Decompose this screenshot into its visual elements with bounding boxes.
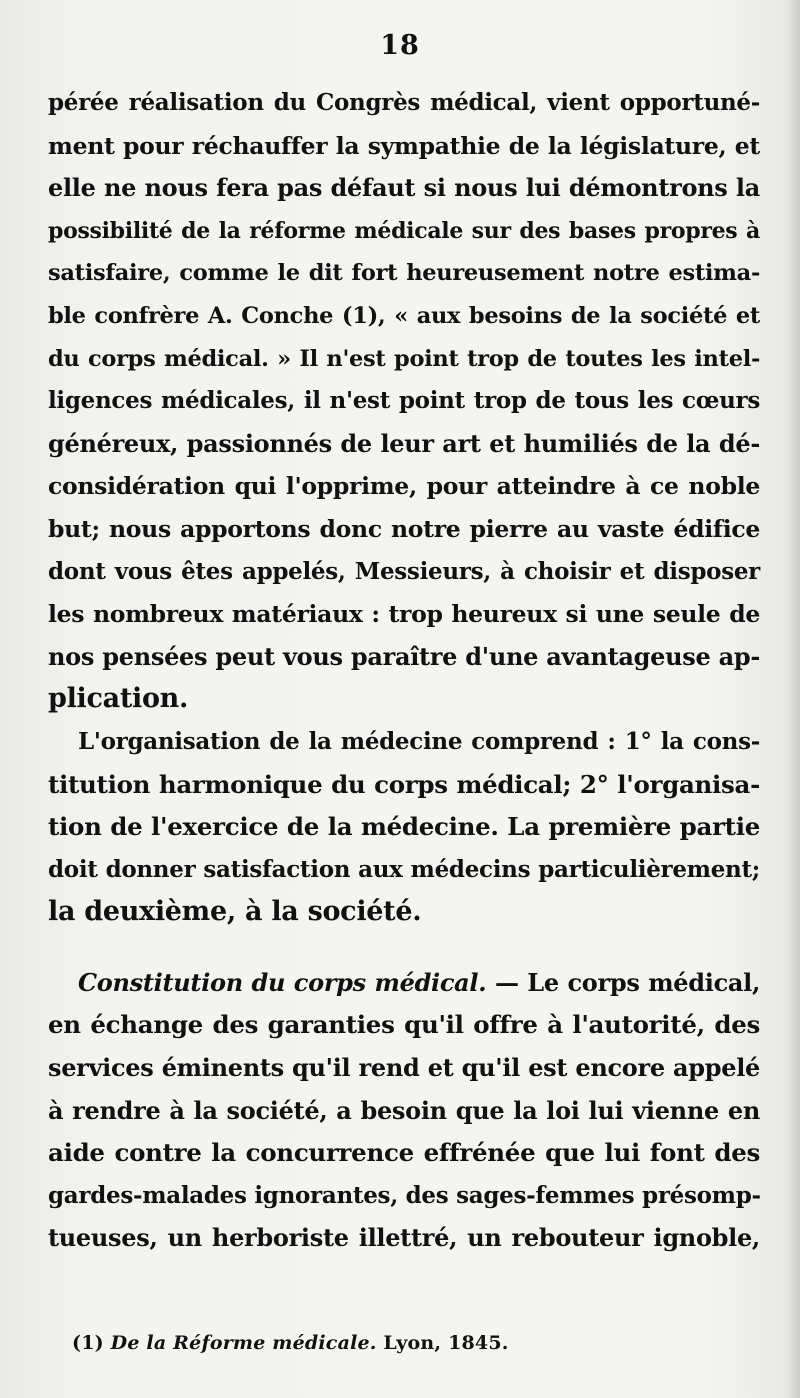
page-number: 18 bbox=[380, 30, 420, 61]
section-gap bbox=[48, 934, 760, 962]
section-heading: Constitution du corps médical. bbox=[78, 967, 487, 997]
text-line: titution harmonique du corps médical; 2° l'organisa- bbox=[48, 769, 760, 799]
text-line: la deuxième, à la société. bbox=[48, 896, 422, 928]
footnote-marker: (1) bbox=[72, 1332, 104, 1354]
text-line: ligences médicales, il n'est point trop de tous les cœurs bbox=[48, 387, 760, 415]
paragraph-3 bbox=[48, 962, 760, 1260]
text-line: but; nous apportons donc notre pierre au vaste édifice bbox=[48, 514, 760, 543]
text-line: doit donner satisfaction aux médecins particulièrement; bbox=[48, 855, 760, 883]
text-line: à rendre à la société, a besoin que la loi lui vienne en bbox=[48, 1095, 760, 1125]
text-line bbox=[48, 962, 760, 1005]
paragraph-1 bbox=[48, 82, 760, 721]
text-line: L'organisation de la médecine comprend : 1° la cons- bbox=[78, 727, 760, 755]
text-line: dont vous êtes appelés, Messieurs, à choisir et disposer bbox=[48, 557, 760, 585]
text-line: tion de l'exercice de la médecine. La première partie bbox=[48, 812, 760, 842]
text-line: nos pensées peut vous paraître d'une avantageuse ap- bbox=[48, 641, 760, 671]
text-line: plication. bbox=[48, 683, 189, 715]
body-text bbox=[48, 82, 760, 1260]
text-line: pérée réalisation du Congrès médical, vient opportuné- bbox=[48, 89, 760, 116]
text-line: généreux, passionnés de leur art et humiliés de la dé- bbox=[48, 428, 760, 458]
text-line: possibilité de la réforme médicale sur des bases propres à bbox=[48, 217, 760, 244]
text-line: en échange des garanties qu'il offre à l'autorité, des bbox=[48, 1010, 760, 1040]
text-line: elle ne nous fera pas défaut si nous lui démontrons la bbox=[48, 173, 760, 203]
text-line: satisfaire, comme le dit fort heureusement notre estima- bbox=[48, 260, 760, 287]
text-fragment: — Le corps médical, bbox=[486, 967, 761, 997]
text-line: ment pour réchauffer la sympathie de la législature, et bbox=[48, 131, 760, 160]
text-line: considération qui l'opprime, pour atteindre à ce noble bbox=[48, 472, 760, 501]
paragraph-2 bbox=[48, 721, 760, 934]
text-line: les nombreux matériaux : trop heureux si une seule de bbox=[48, 600, 760, 629]
text-line: ble confrère A. Conche (1), « aux besoins de la société et bbox=[48, 302, 760, 329]
text-line: aide contre la concurrence effrénée que lui font des bbox=[48, 1138, 760, 1168]
footnote-title: De la Réforme médicale. bbox=[110, 1332, 377, 1354]
footnote bbox=[72, 1332, 509, 1354]
text-line: gardes-malades ignorantes, des sages-femmes présomp- bbox=[48, 1181, 761, 1209]
text-line: tueuses, un herboriste illettré, un rebouteur ignoble, bbox=[48, 1223, 760, 1253]
text-line: du corps médical. » Il n'est point trop de toutes les intel- bbox=[48, 345, 760, 372]
text-line: services éminents qu'il rend et qu'il est encore appelé bbox=[48, 1053, 760, 1083]
footnote-rest: Lyon, 1845. bbox=[376, 1332, 509, 1354]
